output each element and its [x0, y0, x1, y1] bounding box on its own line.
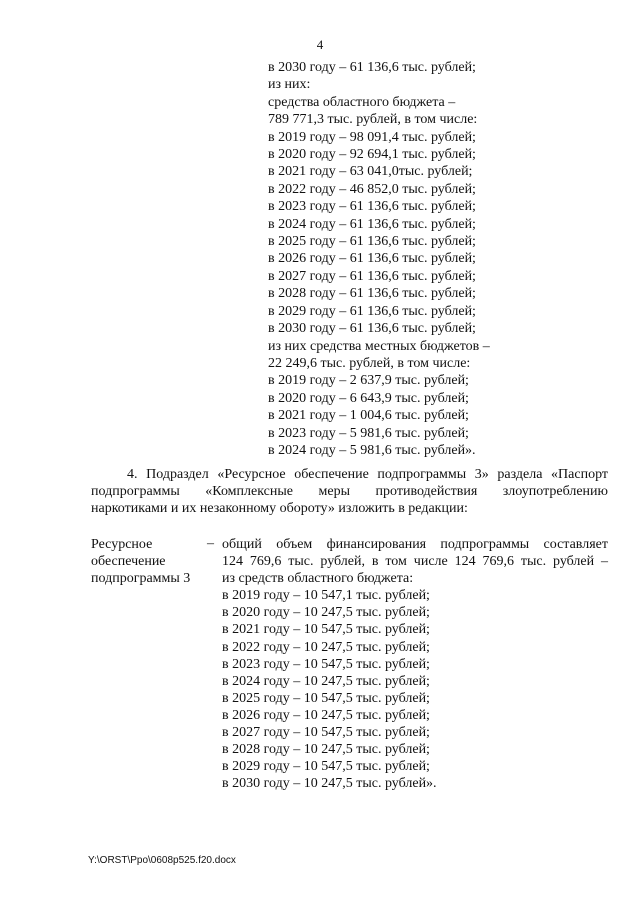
amendment-paragraph	[91, 466, 608, 518]
list-line: в 2030 году – 61 136,6 тыс. рублей;	[268, 60, 476, 75]
list-line: в 2027 году – 61 136,6 тыс. рублей;	[268, 268, 476, 284]
funding-year-line: в 2021 году – 10 547,5 тыс. рублей;	[222, 622, 430, 638]
list-line: в 2029 году – 61 136,6 тыс. рублей;	[268, 303, 476, 319]
list-line: в 2024 году – 5 981,6 тыс. рублей».	[268, 442, 476, 458]
funding-year-line: в 2028 году – 10 247,5 тыс. рублей;	[222, 742, 430, 758]
funding-year-line: в 2030 году – 10 247,5 тыс. рублей».	[222, 776, 437, 792]
list-line: в 2023 году – 61 136,6 тыс. рублей;	[268, 199, 476, 215]
list-line: 22 249,6 тыс. рублей, в том числе:	[268, 355, 471, 371]
paragraph-line: 4. Подраздел «Ресурсное обеспечение подпрограммы 3» раздела «Паспорт	[127, 467, 608, 482]
funding-year-line: в 2024 году – 10 247,5 тыс. рублей;	[222, 673, 430, 689]
list-line: из них средства местных бюджетов –	[268, 338, 490, 354]
funding-year-line: в 2022 году – 10 247,5 тыс. рублей;	[222, 639, 430, 655]
file-path-footer: Y:\ORST\Ppo\0608p525.f20.docx	[88, 855, 236, 866]
label-line: обеспечение	[91, 554, 166, 569]
list-line: в 2020 году – 92 694,1 тыс. рублей;	[268, 147, 476, 163]
funding-intro-line: общий объем финансирования подпрограммы составляет	[222, 537, 608, 552]
funding-details	[222, 536, 608, 792]
list-line: в 2025 году – 61 136,6 тыс. рублей;	[268, 234, 476, 250]
list-line: в 2030 году – 61 136,6 тыс. рублей;	[268, 321, 476, 337]
funding-year-line: в 2029 году – 10 547,5 тыс. рублей;	[222, 759, 430, 775]
list-line: в 2023 году – 5 981,6 тыс. рублей;	[268, 425, 469, 441]
list-line: в 2024 году – 61 136,6 тыс. рублей;	[268, 216, 476, 232]
paragraph-line: наркотиками и их незаконному обороту» изложить в редакции:	[91, 501, 468, 517]
list-line: в 2021 году – 63 041,0тыс. рублей;	[268, 164, 473, 180]
list-line: в 2021 году – 1 004,6 тыс. рублей;	[268, 408, 469, 424]
resource-label	[91, 536, 190, 587]
list-line: в 2019 году – 98 091,4 тыс. рублей;	[268, 129, 476, 145]
list-line: средства областного бюджета –	[268, 94, 456, 110]
funding-year-line: в 2027 году – 10 547,5 тыс. рублей;	[222, 725, 430, 741]
paragraph-line: подпрограммы «Комплексные меры противодействия злоупотреблению	[91, 484, 608, 500]
page-number: 4	[316, 37, 324, 52]
label-line: Ресурсное	[91, 537, 153, 552]
list-line: 789 771,3 тыс. рублей, в том числе:	[268, 112, 478, 128]
funding-intro-line: 124 769,6 тыс. рублей, в том числе 124 769,6 тыс. рублей –	[222, 554, 608, 570]
funding-year-line: в 2025 году – 10 547,5 тыс. рублей;	[222, 690, 430, 706]
label-line: подпрограммы 3	[91, 571, 191, 586]
label-dash: –	[207, 536, 214, 551]
funding-year-line: в 2026 году – 10 247,5 тыс. рублей;	[222, 707, 430, 723]
list-line: из них:	[268, 77, 311, 93]
list-line: в 2022 году – 46 852,0 тыс. рублей;	[268, 181, 476, 197]
funding-intro-line: из средств областного бюджета:	[222, 571, 414, 587]
funding-year-line: в 2019 году – 10 547,1 тыс. рублей;	[222, 588, 430, 604]
funding-year-line: в 2020 году – 10 247,5 тыс. рублей;	[222, 605, 430, 621]
funding-year-line: в 2023 году – 10 547,5 тыс. рублей;	[222, 656, 430, 672]
list-line: в 2020 году – 6 643,9 тыс. рублей;	[268, 390, 469, 406]
funding-list-top	[268, 59, 490, 459]
list-line: в 2019 году – 2 637,9 тыс. рублей;	[268, 373, 469, 389]
list-line: в 2028 году – 61 136,6 тыс. рублей;	[268, 286, 476, 302]
list-line: в 2026 году – 61 136,6 тыс. рублей;	[268, 251, 476, 267]
